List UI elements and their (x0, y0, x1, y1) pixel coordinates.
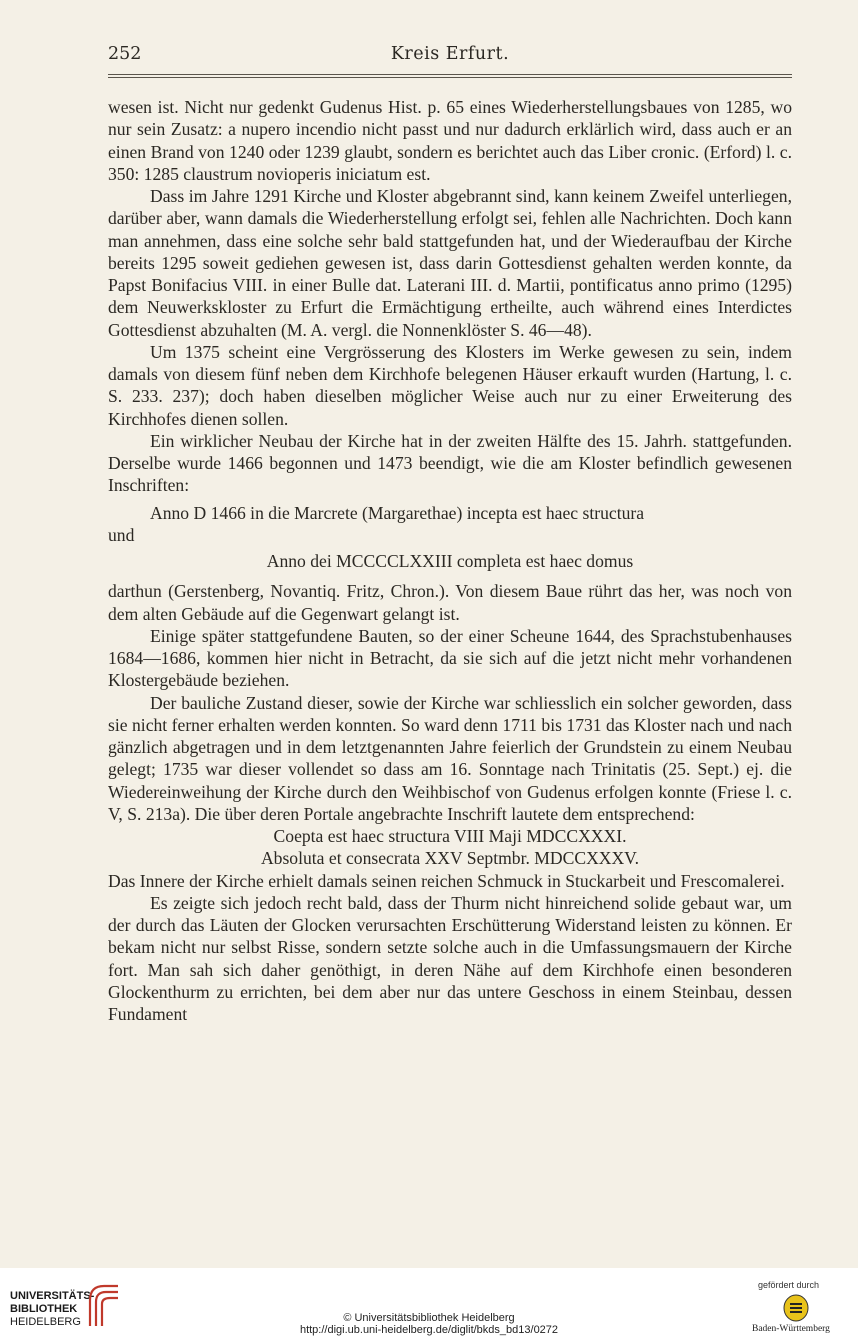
inscription: Absoluta et consecrata XXV Septmbr. MDCCXXXV. (260, 848, 640, 869)
paragraph: darthun (Gerstenberg, Novantiq. Fritz, Chron.). Von diesem Baue rührt das her, was noch von dem alten Gebäude auf die Gegenwart gelangt ist. (108, 581, 792, 624)
paragraph: Ein wirklicher Neubau der Kirche hat in der zweiten Hälfte des 15. Jahrh. stattgefunden. Derselbe wurde 1466 begonnen und 1473 beendigt, wie die am Kloster befindlich gewesenen Inschriften: (108, 430, 792, 496)
library-name-line: HEIDELBERG (10, 1316, 81, 1328)
permalink-url[interactable]: http://digi.ub.uni-heidelberg.de/diglit/bkds_bd13/0272 (299, 1324, 559, 1336)
sponsor-name[interactable]: Baden-Württemberg (752, 1324, 830, 1334)
paragraph: Es zeigte sich jedoch recht bald, dass der Thurm nicht hinreichend solide gebaut war, um der durch das Läuten der Glocken verursachten Erschütterung Widerstand leisten zu können. Er bekam nicht nur selbst Risse, sondern setzte solche auch in die Umfassungsmauern der Kirche fort. Man sah sich daher genöthigt, in deren Nähe auf dem Kirchhofe einen besonderen Glockenthurm zu errichten, bei dem aber nur das untere Geschoss in einem Steinbau, dessen Fundament (108, 892, 792, 1024)
footer-bar (0, 1268, 858, 1338)
library-name-line: UNIVERSITÄTS- (10, 1290, 95, 1302)
paragraph: Dass im Jahre 1291 Kirche und Kloster abgebrannt sind, kann keinem Zweifel unterliegen, darüber aber, wann damals die Wiederherstellung erfolgt sei, fehlen alle Nachrichten. Doch kann man annehmen, dass eine solche sehr bald stattgefunden hat, und der Wiederaufbau der Kirche bereits 1295 soweit gediehen gewesen ist, dass darin Gottesdienst gehalten werden konnte, da Papst Bonifacius VIII. in einer Bulle dat. Laterani III. d. Martii, pontificatus anno primo (1295) dem Neuwerkskloster zu Erfurt die Ermächtigung ertheilte, auch während eines Interdictes Gottesdienst abzuhalten (M. A. vergl. die Nonnenklöster S. 46—48). (108, 186, 792, 340)
paragraph: Um 1375 scheint eine Vergrösserung des Klosters im Werke gewesen zu sein, indem damals von diesem fünf neben dem Kirchhofe belegenen Häuser erkauft wurden (Hartung, l. c. S. 233. 237); doch haben dieselben möglicher Weise auch nur zu einer Erweiterung des Kirchhofes dienen sollen. (108, 341, 792, 429)
state-crest-icon (783, 1294, 809, 1322)
connector-word: und (108, 524, 135, 545)
sponsor-label: gefördert durch (758, 1280, 820, 1290)
paragraph: Der bauliche Zustand dieser, sowie der Kirche war schliesslich ein solcher geworden, dass sie nicht ferner erhalten werden konnten. So ward denn 1711 bis 1731 das Kloster nach und nach gänzlich abgetragen und in dem letztgenannten Jahre feierlich der Grundstein zu einem Neubau gelegt; 1735 war dieser vollendet so dass am 16. Sonntage nach Trinitatis (25. Sept.) ej. die Wiedereinweihung der Kirche durch den Weihbischof von Gudenus erfolgen konnte (Friese l. c. V, S. 213a). Die über deren Portale angebrachte Inschrift lautete dem entsprechend: (108, 692, 792, 824)
library-name-line: BIBLIOTHEK (10, 1303, 78, 1315)
paragraph: Einige später stattgefundene Bauten, so der einer Scheune 1644, des Sprachstubenhauses 1684—1686, kommen hier nicht in Betracht, da sie sich auf die jetzt nicht mehr vorhandenen Klostergebäude beziehen. (108, 625, 792, 691)
page-number: 252 (108, 44, 142, 64)
body-text (108, 96, 792, 1025)
inscription: Anno dei MCCCCLXXIII completa est haec domus (266, 551, 634, 571)
running-title: Kreis Erfurt. (390, 44, 510, 64)
page-header (108, 44, 792, 68)
copyright-text: © Universitätsbibliothek Heidelberg (343, 1312, 515, 1324)
header-rule-top (108, 74, 792, 75)
copyright-notice (0, 1312, 858, 1336)
header-rule-bottom (108, 77, 792, 78)
inscription: Coepta est haec structura VIII Maji MDCCXXXI. (273, 826, 627, 846)
inscription: Anno D 1466 in die Marcrete (Margarethae) incepta est haec structura (150, 502, 645, 523)
paragraph: wesen ist. Nicht nur gedenkt Gudenus Hist. p. 65 eines Wiederherstellungsbaues von 1285, wo nur sein Zusatz: a nupero incendio nicht passt und nur dadurch erklärlich wird, dass auch er an einen Brand von 1240 oder 1239 glaubt, sondern es berichtet auch das Liber cronic. (Erford) l. c. 350: 1285 claustrum novioperis iniciatum est. (108, 97, 792, 184)
paragraph: Das Innere der Kirche erhielt damals seinen reichen Schmuck in Stuckarbeit und Frescomalerei. (108, 870, 785, 891)
